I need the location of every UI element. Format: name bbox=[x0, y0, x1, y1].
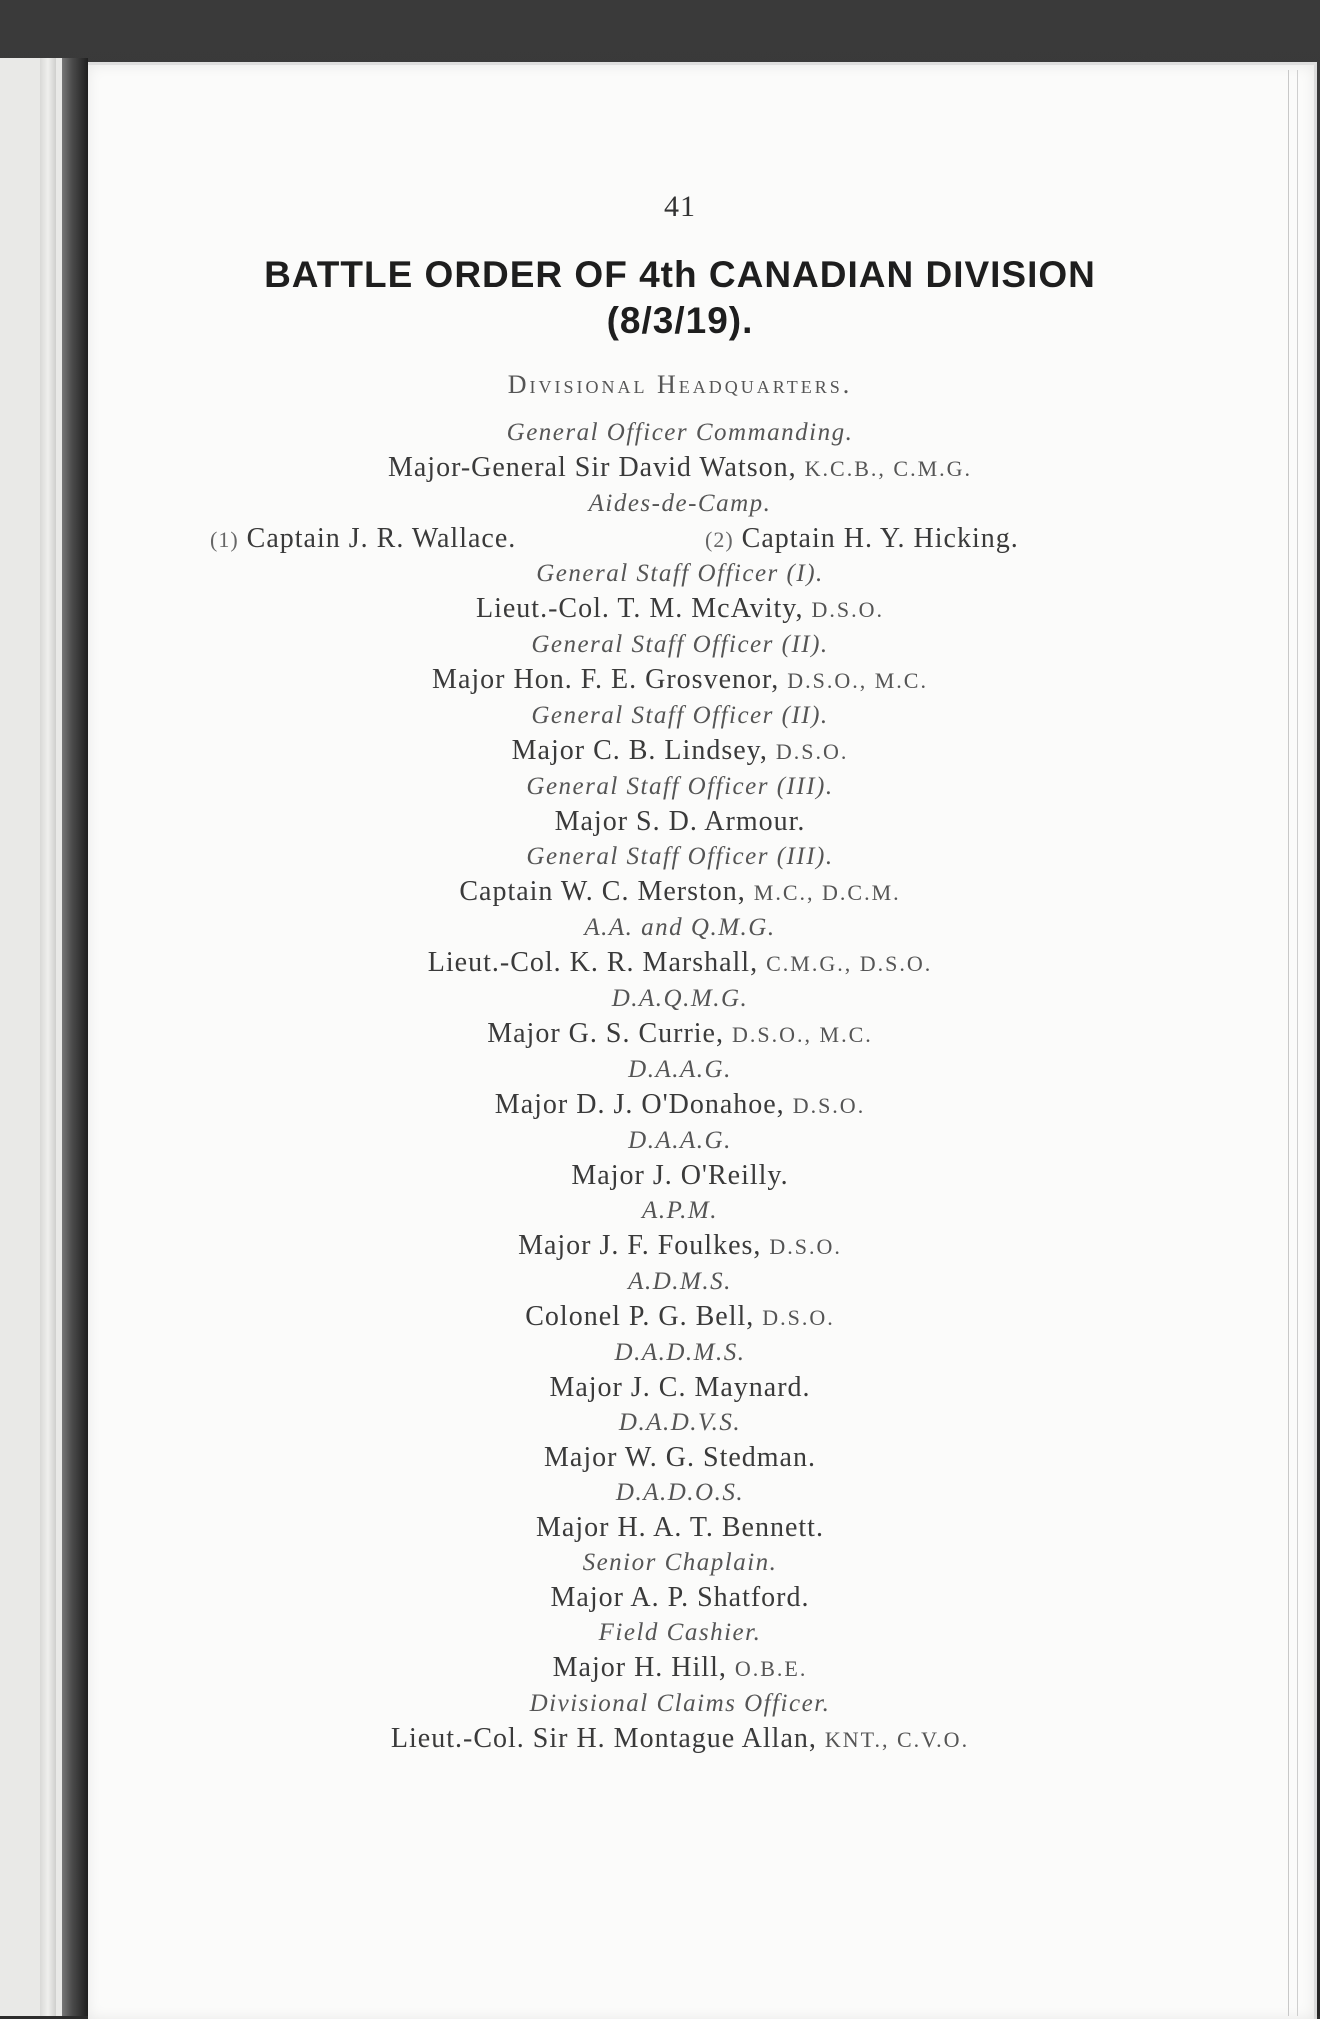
entry-daqmg bbox=[120, 982, 1240, 1053]
role-title: Divisional Claims Officer. bbox=[529, 1690, 831, 1717]
officer-honours: C.M.G., D.S.O. bbox=[766, 951, 933, 976]
adc-first-name: Captain J. R. Wallace. bbox=[246, 523, 517, 554]
entry-dadvs bbox=[120, 1406, 1240, 1476]
officer-name-text: Major Hon. F. E. Grosvenor, bbox=[432, 664, 780, 695]
entry-senior-chaplain bbox=[120, 1546, 1240, 1616]
adc-second bbox=[705, 521, 1019, 558]
entry-dados bbox=[120, 1476, 1240, 1546]
officer-name-text: Major C. B. Lindsey, bbox=[511, 735, 768, 766]
role-title: General Staff Officer (II). bbox=[531, 631, 829, 658]
officer-name-text: Major J. F. Foulkes, bbox=[518, 1230, 762, 1261]
officer-name: Major A. P. Shatford. bbox=[550, 1582, 810, 1613]
officer-name bbox=[120, 733, 1240, 770]
officer-honours: D.S.O., M.C. bbox=[787, 668, 928, 693]
officer-name bbox=[120, 1016, 1240, 1053]
entry-apm bbox=[120, 1194, 1240, 1265]
officer-name-text: Major G. S. Currie, bbox=[487, 1018, 724, 1049]
role-title: D.A.A.G. bbox=[628, 1127, 732, 1154]
officer-honours: D.S.O. bbox=[762, 1305, 835, 1330]
section-heading: Divisional Headquarters. bbox=[507, 370, 853, 399]
role-title: A.D.M.S. bbox=[628, 1268, 732, 1295]
officer-name bbox=[120, 1650, 1240, 1687]
officer-honours: K.C.B., C.M.G. bbox=[804, 456, 973, 481]
adc-second-name: Captain H. Y. Hicking. bbox=[741, 523, 1019, 554]
adc-second-number: (2) bbox=[705, 527, 734, 552]
book-gutter bbox=[62, 58, 88, 2016]
page-number: 41 bbox=[664, 190, 696, 223]
officer-honours: D.S.O., M.C. bbox=[732, 1022, 873, 1047]
left-page-shade bbox=[40, 58, 56, 2016]
officer-name-text: Major D. J. O'Donahoe, bbox=[494, 1089, 785, 1120]
entry-claims-officer bbox=[120, 1687, 1240, 1758]
officer-name bbox=[120, 591, 1240, 628]
entry-gso3-a bbox=[120, 770, 1240, 840]
role-title: A.P.M. bbox=[642, 1197, 718, 1224]
role-title: General Officer Commanding. bbox=[506, 419, 854, 446]
officer-name: Major J. O'Reilly. bbox=[571, 1160, 789, 1191]
officer-name-text: Lieut.-Col. T. M. McAvity, bbox=[475, 593, 804, 624]
officer-name bbox=[120, 662, 1240, 699]
officer-name-text: Lieut.-Col. Sir H. Montague Allan, bbox=[390, 1723, 817, 1754]
officer-name-text: Captain W. C. Merston, bbox=[459, 876, 746, 907]
role-title: General Staff Officer (II). bbox=[531, 702, 829, 729]
officer-name: Major S. D. Armour. bbox=[554, 806, 806, 837]
officer-name bbox=[120, 1721, 1240, 1758]
officer-honours: D.S.O. bbox=[792, 1093, 866, 1118]
page-stack-edge bbox=[1288, 70, 1298, 2016]
role-title: General Staff Officer (III). bbox=[526, 843, 834, 870]
role-title: D.A.D.O.S. bbox=[615, 1479, 745, 1506]
page-title-date: (8/3/19). bbox=[606, 300, 754, 341]
role-title: Field Cashier. bbox=[598, 1619, 762, 1646]
officer-honours: O.B.E. bbox=[734, 1656, 808, 1681]
entry-goc bbox=[120, 416, 1240, 487]
officer-honours: KNT., C.V.O. bbox=[824, 1727, 970, 1752]
officer-name bbox=[120, 1228, 1240, 1265]
entry-field-cashier bbox=[120, 1616, 1240, 1687]
role-title: Senior Chaplain. bbox=[582, 1549, 778, 1576]
role-title: D.A.D.V.S. bbox=[618, 1409, 742, 1436]
page-content bbox=[120, 190, 1240, 1758]
entry-adc bbox=[120, 487, 1240, 557]
officer-name: Major J. C. Maynard. bbox=[549, 1372, 811, 1403]
role-title: General Staff Officer (I). bbox=[536, 560, 824, 587]
role-title: D.A.Q.M.G. bbox=[611, 985, 749, 1012]
officer-name-text: Lieut.-Col. K. R. Marshall, bbox=[427, 947, 759, 978]
officer-honours: M.C., D.C.M. bbox=[753, 880, 901, 905]
adc-first-number: (1) bbox=[210, 527, 239, 552]
officer-name bbox=[120, 450, 1240, 487]
officer-name bbox=[120, 945, 1240, 982]
entry-gso1 bbox=[120, 557, 1240, 628]
entry-daag-b bbox=[120, 1124, 1240, 1194]
entry-daag-a bbox=[120, 1053, 1240, 1124]
officer-name-text: Colonel P. G. Bell, bbox=[525, 1301, 755, 1332]
adc-first bbox=[210, 521, 516, 558]
role-title: D.A.D.M.S. bbox=[614, 1339, 746, 1366]
entry-gso2-a bbox=[120, 628, 1240, 699]
adc-row bbox=[120, 521, 1240, 557]
officer-name bbox=[120, 1087, 1240, 1124]
role-title: A.A. and Q.M.G. bbox=[584, 914, 776, 941]
role-title: General Staff Officer (III). bbox=[526, 773, 834, 800]
entry-aa-qmg bbox=[120, 911, 1240, 982]
officer-name: Major W. G. Stedman. bbox=[544, 1442, 816, 1473]
officer-name: Major H. A. T. Bennett. bbox=[536, 1512, 824, 1543]
entry-adms bbox=[120, 1265, 1240, 1336]
officer-name bbox=[120, 874, 1240, 911]
entry-dadms bbox=[120, 1336, 1240, 1406]
officer-honours: D.S.O. bbox=[811, 597, 884, 622]
officer-name bbox=[120, 1299, 1240, 1336]
officer-honours: D.S.O. bbox=[769, 1234, 842, 1259]
officer-name-text: Major-General Sir David Watson, bbox=[387, 452, 797, 483]
officer-honours: D.S.O. bbox=[775, 739, 849, 764]
officer-name-text: Major H. Hill, bbox=[552, 1652, 727, 1683]
page-title: BATTLE ORDER OF 4th CANADIAN DIVISION bbox=[264, 254, 1096, 295]
entry-gso3-b bbox=[120, 840, 1240, 911]
role-title: Aides-de-Camp. bbox=[588, 490, 772, 517]
entry-gso2-b bbox=[120, 699, 1240, 770]
role-title: D.A.A.G. bbox=[628, 1056, 732, 1083]
